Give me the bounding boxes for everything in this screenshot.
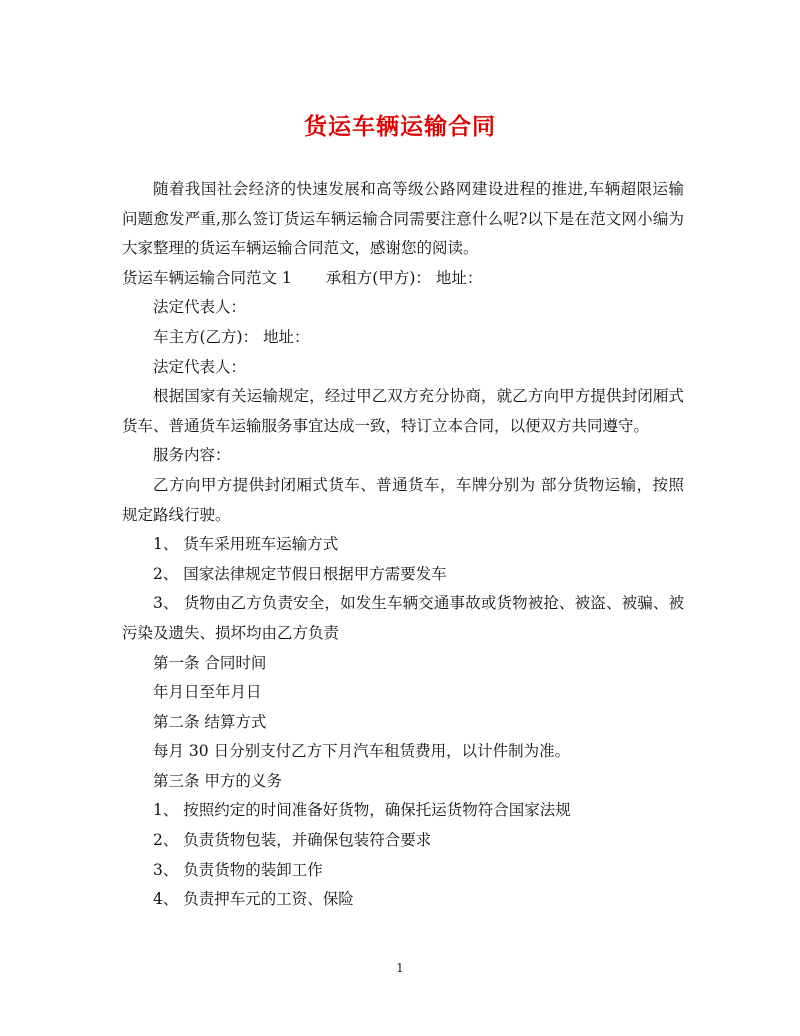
list-item: 1、 按照约定的时间准备好货物，确保托运货物符合国家法规: [153, 801, 571, 820]
list-item: 2、 国家法律规定节假日根据甲方需要发车: [153, 564, 447, 583]
document-title: 货运车辆运输合同: [304, 113, 496, 140]
paragraph: 年月日至年月日: [153, 683, 262, 702]
paragraph: 根据国家有关运输规定，经过甲乙双方充分协商，就乙方向甲方提供封闭厢式货车、普通货车运输服务事宜达成一致，特订立本合同，以便双方共同遵守。: [122, 387, 684, 435]
sample-heading-line: [122, 264, 684, 294]
page-number: 1: [396, 961, 404, 975]
paragraph: 法定代表人：: [153, 298, 247, 317]
list-item: 1、 货车采用班车运输方式: [153, 535, 339, 554]
list-item: 2、 负责货物包装，并确保包装符合要求: [153, 831, 432, 850]
list-item: 3、 负责货物的装卸工作: [153, 860, 323, 879]
list-item: 3、 货物由乙方负责安全，如发生车辆交通事故或货物被抢、被盗、被骗、被污染及遗失、损坏均由乙方负责: [122, 594, 684, 642]
article-heading: 第三条 甲方的义务: [153, 771, 282, 790]
article-heading: 第一条 合同时间: [153, 653, 267, 672]
document-body: [122, 175, 684, 915]
list-item: 4、 负责押车元的工资、保险: [153, 890, 354, 909]
paragraph: 服务内容：: [153, 446, 231, 465]
paragraph: 法定代表人：: [153, 357, 247, 376]
party-a-line: 承租方(甲方)： 地址：: [325, 268, 483, 287]
intro-paragraph: 随着我国社会经济的快速发展和高等级公路网建设进程的推进,车辆超限运输问题愈发严重,那么签订货运车辆运输合同需要注意什么呢?以下是在范文网小编为大家整理的货运车辆运输合同范文，感谢您的阅读。: [122, 180, 684, 258]
sample-heading: 货运车辆运输合同范文 1: [122, 268, 292, 287]
article-heading: 第二条 结算方式: [153, 712, 267, 731]
paragraph: 车主方(乙方)： 地址：: [153, 327, 310, 346]
paragraph: 乙方向甲方提供封闭厢式货车、普通货车，车牌分别为 部分货物运输，按照规定路线行驶。: [122, 475, 684, 524]
paragraph: 每月 30 日分别支付乙方下月汽车租赁费用，以计件制为准。: [153, 742, 571, 761]
